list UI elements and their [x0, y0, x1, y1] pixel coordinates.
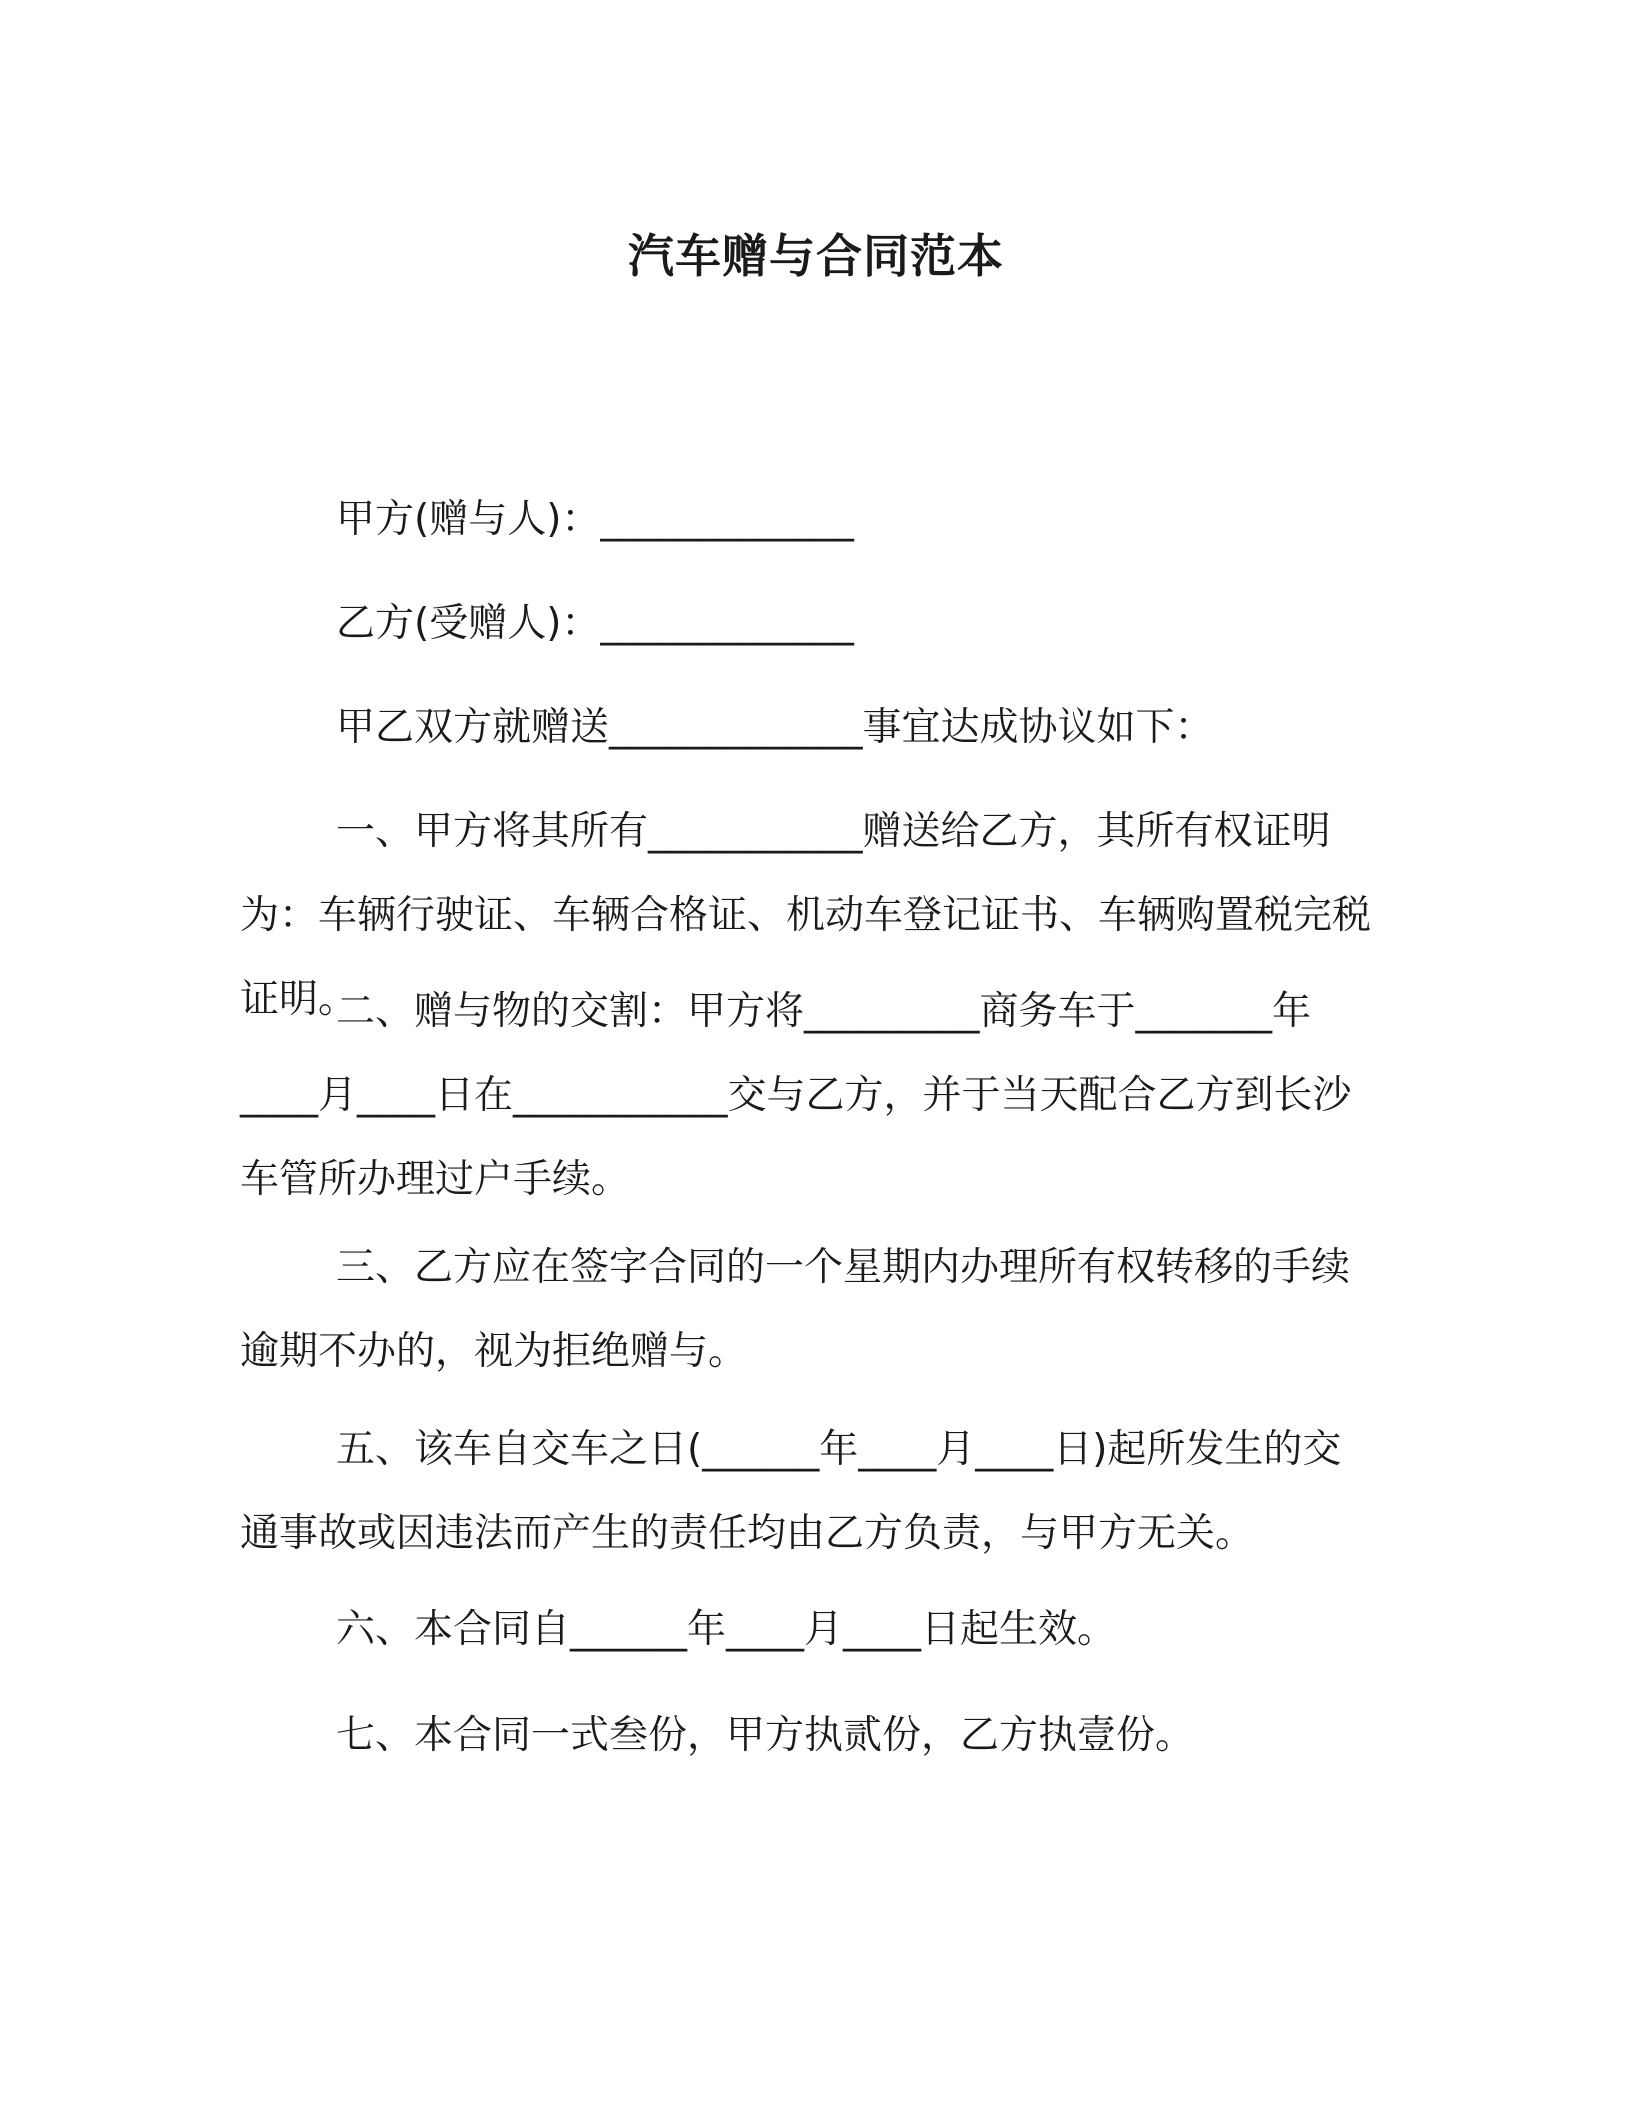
clause-6: 六、本合同自______年____月____日起生效。 [336, 1607, 1117, 1652]
party-b-line: 乙方(受赠人)：_____________ [336, 601, 854, 646]
clause-7: 七、本合同一式叁份，甲方执贰份，乙方执壹份。 [336, 1713, 1195, 1758]
clause-1: 一、甲方将其所有___________赠送给乙方，其所有权证明为：车辆行驶证、车辆合格证、机动车登记证书、车辆购置税完税证明。 [240, 809, 1372, 1022]
clause-2: 二、赠与物的交割：甲方将_________商务车于_______年____月____日在___________交与乙方，并于当天配合乙方到长沙车管所办理过户手续。 [240, 989, 1352, 1202]
clause-5: 五、该车自交车之日(______年____月____日)起所发生的交通事故或因违法而产生的责任均由乙方负责，与甲方无关。 [240, 1427, 1342, 1556]
clause-3: 三、乙方应在签字合同的一个星期内办理所有权转移的手续逾期不办的，视为拒绝赠与。 [240, 1245, 1351, 1374]
party-a-line: 甲方(赠与人)：_____________ [336, 497, 854, 542]
agreement-intro: 甲乙双方就赠送_____________事宜达成协议如下： [336, 705, 1214, 750]
document-title: 汽车赠与合同范本 [628, 229, 1004, 283]
